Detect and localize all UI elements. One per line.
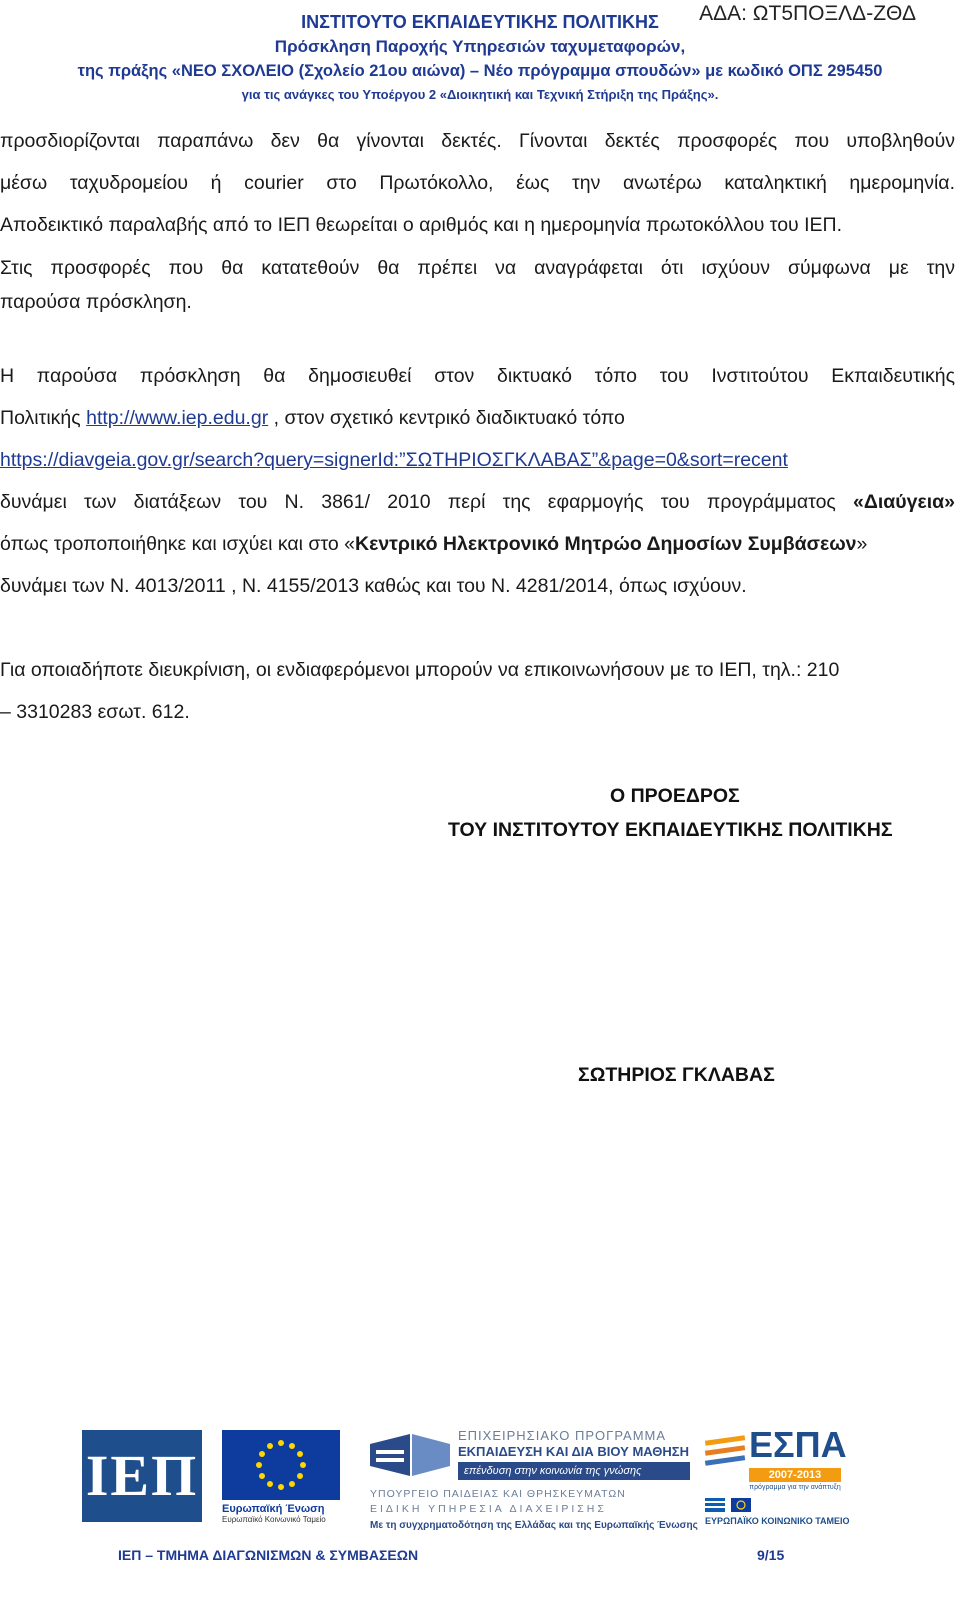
eu-logo-subtitle: Ευρωπαϊκό Κοινωνικό Ταμείο (222, 1515, 326, 1524)
header-institute: ΙΝΣΤΙΤΟΥΤΟ ΕΚΠΑΙΔΕΥΤΙΚΗΣ ΠΟΛΙΤΙΚΗΣ (301, 12, 659, 32)
espa-bars-icon (705, 1434, 747, 1474)
espa-slogan: πρόγραμμα για την ανάπτυξη (749, 1484, 841, 1491)
p3-line5-text-c: » (856, 533, 868, 555)
diavgeia-bold: «Διαύγεια» (853, 491, 955, 513)
header-subproject: για τις ανάγκες του Υποέργου 2 «Διοικητική και Τεχνική Στήριξη της Πράξης». (241, 87, 719, 102)
iep-website-link[interactable]: http://www.iep.edu.gr (86, 407, 269, 429)
eu-flag-icon (222, 1430, 340, 1500)
espa-title: ΕΣΠΑ (749, 1424, 847, 1465)
espa-logo (705, 1424, 850, 1534)
epeaek-line4: ΥΠΟΥΡΓΕΙΟ ΠΑΙΔΕΙΑΣ ΚΑΙ ΘΡΗΣΚΕΥΜΑΤΩΝ (370, 1488, 626, 1500)
epeaek-logo (370, 1424, 700, 1536)
kimdis-bold: Κεντρικό Ηλεκτρονικό Μητρώο Δημοσίων Συμβάσεων (355, 533, 857, 555)
signature-title-institute: ΤΟΥ ΙΝΣΤΙΤΟΥΤΟΥ ΕΚΠΑΙΔΕΥΤΙΚΗΣ ΠΟΛΙΤΙΚΗΣ (448, 819, 893, 841)
p3-line2-text-a: Πολιτικής (0, 407, 87, 429)
iep-logo-text: ΙΕΠ (85, 1443, 199, 1508)
iep-logo (82, 1430, 202, 1522)
p1-line3: Αποδεικτικό παραλαβής από το ΙΕΠ θεωρείται ο αριθμός και η ημερομηνία πρωτοκόλλου του ΙΕΠ. (0, 214, 843, 236)
page-number: 9/15 (757, 1547, 785, 1563)
p1-line1: προσδιορίζονται παραπάνω δεν θα γίνονται δεκτές. Γίνονται δεκτές προσφορές που υποβληθούν (0, 130, 955, 152)
epeaek-line3: επένδυση στην κοινωνία της γνώσης (458, 1462, 690, 1480)
eu-logo (222, 1430, 342, 1530)
p2-line2: παρούσα πρόσκληση. (0, 291, 192, 313)
header-project: της πράξης «ΝΕΟ ΣΧΟΛΕΙΟ (Σχολείο 21ου αιώνα) – Νέο πρόγραμμα σπουδών» με κωδικό ΟΠΣ 295450 (77, 62, 883, 80)
signature-name: ΣΩΤΗΡΙΟΣ ΓΚΛΑΒΑΣ (578, 1064, 775, 1086)
epeaek-mark-icon (370, 1430, 450, 1480)
p2-line1: Στις προσφορές που θα κατατεθούν θα πρέπει να αναγράφεται ότι ισχύουν σύμφωνα με την (0, 257, 955, 279)
espa-years: 2007-2013 (749, 1468, 841, 1482)
logos-strip (0, 1420, 960, 1540)
p3-line5-text-a: όπως τροποποιήθηκε και ισχύει και στο « (0, 533, 355, 555)
epeaek-line5: ΕΙΔΙΚΗ ΥΠΗΡΕΣΙΑ ΔΙΑΧΕΙΡΙΣΗΣ (370, 1503, 607, 1515)
p3-line4-text: δυνάμει των διατάξεων του Ν. 3861/ 2010 περί της εφαρμογής του προγράμματος (0, 491, 854, 513)
epeaek-line6: Με τη συγχρηματοδότηση της Ελλάδας και της Ευρωπαϊκής Ένωσης (370, 1520, 698, 1531)
p3-line1: Η παρούσα πρόσκληση θα δημοσιευθεί στον δικτυακό τόπο του Ινστιτούτου Εκπαιδευτικής (0, 365, 955, 387)
p4-line2: – 3310283 εσωτ. 612. (0, 701, 190, 723)
p3-line6: δυνάμει των Ν. 4013/2011 , Ν. 4155/2013 καθώς και του Ν. 4281/2014, όπως ισχύουν. (0, 575, 747, 597)
epeaek-line2: ΕΚΠΑΙΔΕΥΣΗ ΚΑΙ ΔΙΑ ΒΙΟΥ ΜΑΘΗΣΗ (458, 1444, 689, 1459)
diavgeia-search-link[interactable]: https://diavgeia.gov.gr/search?query=signerId:”ΣΩΤΗΡΙΟΣΓΚΛΑΒΑΣ”&page=0&sort=recent (0, 449, 788, 471)
header-invitation: Πρόσκληση Παροχής Υπηρεσιών ταχυμεταφορών, (274, 37, 686, 56)
epeaek-line1: ΕΠΙΧΕΙΡΗΣΙΑΚΟ ΠΡΟΓΡΑΜΜΑ (458, 1428, 667, 1443)
signature-title-president: Ο ΠΡΟΕΔΡΟΣ (610, 785, 740, 807)
p3-line3 (0, 449, 788, 472)
p3-line2 (0, 407, 625, 430)
espa-fund: ΕΥΡΩΠΑΪΚΟ ΚΟΙΝΩΝΙΚΟ ΤΑΜΕΙΟ (705, 1516, 850, 1526)
p4-line1: Για οποιαδήποτε διευκρίνιση, οι ενδιαφερόμενοι μπορούν να επικοινωνήσουν με το ΙΕΠ, τηλ.: 210 (0, 659, 840, 681)
eu-logo-title: Ευρωπαϊκή Ένωση (222, 1503, 325, 1515)
p1-line2: μέσω ταχυδρομείου ή courier στο Πρωτόκολλο, έως την ανωτέρω καταληκτική ημερομηνία. (0, 172, 955, 194)
p3-line4 (0, 491, 955, 514)
footer-department: ΙΕΠ – ΤΜΗΜΑ ΔΙΑΓΩΝΙΣΜΩΝ & ΣΥΜΒΑΣΕΩΝ (118, 1547, 419, 1563)
p3-line5 (0, 533, 867, 556)
ada-code: ΑΔΑ: ΩΤ5ΠΟΞΛΔ-ΖΘΔ (699, 2, 916, 25)
p3-line2-text-b: , στον σχετικό κεντρικό διαδικτυακό τόπο (268, 407, 625, 429)
flags-icon (705, 1498, 841, 1512)
